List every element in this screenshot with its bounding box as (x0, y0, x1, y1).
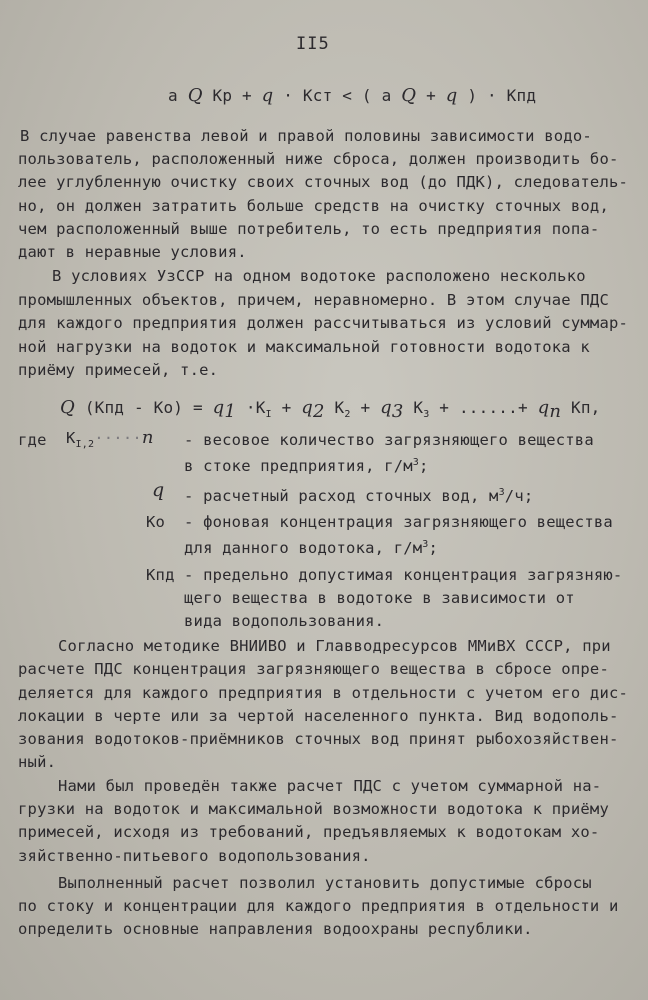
text-line: грузки на водоток и максимальной возможности водотока к приёму (18, 800, 609, 818)
text-line: В условиях УзССР на одном водотоке расположено несколько (52, 267, 586, 285)
formula-kr: Кр + (212, 86, 262, 105)
formula-subscript: 3 (391, 401, 404, 423)
definition-text-part: ; (428, 539, 439, 558)
text-line: примесей, исходя из требований, предъявляемых к водотокам хо- (18, 823, 600, 841)
definition-text: - весовое количество загрязняющего вещества (184, 431, 594, 449)
formula-dots: + ......+ (439, 398, 538, 417)
text-line: деляется для каждого предприятия в отдельности с учетом его дис- (18, 684, 629, 702)
formula-q: q (212, 397, 225, 418)
formula-subscript: 3 (423, 409, 430, 421)
text-line: по стоку и концентрации для каждого предприятия в отдельности и (18, 897, 619, 915)
sum-formula (60, 398, 600, 425)
symbol-k: K (66, 429, 76, 447)
text-line: лее углубленную очистку своих сточных вод (до ПДК), следователь- (18, 173, 629, 191)
formula-kpd: ) · Кпд (467, 86, 537, 105)
text-line: ный. (18, 753, 57, 771)
text-line: приёму примесей, т.е. (18, 361, 219, 379)
definition-text: щего вещества в водотоке в зависимости от (184, 589, 575, 607)
formula-k: K (334, 398, 345, 417)
text-line: Выполненный расчет позволил установить допустимые сбросы (58, 874, 592, 892)
text-line: расчете ПДС концентрация загрязняющего вещества в сбросе опре- (18, 660, 609, 678)
where-label: где (18, 431, 47, 449)
formula-subscript: 2 (313, 401, 325, 423)
text-line: Нами был проведён также расчет ПДС с учетом суммарной на- (58, 777, 602, 795)
text-line: но, он должен затратить больше средств на очистку сточных вод, (18, 197, 609, 215)
definition-text-part: для данного водотока, г/м (184, 539, 423, 558)
text-line: чем расположенный выше потребитель, то есть предприятия попа- (18, 220, 600, 238)
formula-kn: Кп, (570, 398, 601, 417)
text-line: ной нагрузки на водоток и максимальной готовности водотока к (18, 338, 590, 356)
formula-a: a (168, 86, 178, 105)
definition-symbol: Кпд (146, 566, 175, 584)
definition-text-part: /ч; (504, 487, 534, 506)
definition-symbol: Ко (146, 513, 166, 531)
formula-kst: · Кст < ( a (283, 86, 392, 105)
formula-q: q (261, 85, 274, 106)
definition-symbol: q (152, 479, 165, 501)
symbol-dots: ····· (94, 429, 142, 447)
definition-text: - предельно допустимая концентрация загрязняю- (184, 566, 623, 584)
definition-text (184, 535, 438, 558)
formula-subscript: 2 (344, 409, 351, 421)
formula-lhs: (Кпд - Ко) = (84, 398, 213, 417)
symbol-subscript: I,2 (75, 439, 95, 451)
definition-text (184, 483, 533, 506)
superscript: 3 (422, 539, 429, 550)
formula-plus: + (426, 86, 446, 105)
text-line: определить основные направления водоохраны республики. (18, 920, 533, 938)
formula-q: q (301, 397, 314, 418)
formula-k: K (413, 398, 424, 417)
text-line: пользователь, расположенный ниже сброса, должен производить бо- (18, 150, 619, 168)
definition-text-part: в стоке предприятия, г/м (184, 457, 413, 476)
formula-plus: + (281, 398, 302, 417)
text-line: дают в неравные условия. (18, 243, 247, 261)
superscript: 3 (498, 487, 505, 498)
formula-subscript: n (549, 401, 562, 423)
definition-text: вида водопользования. (184, 612, 385, 630)
definition-symbol (66, 428, 154, 455)
text-line: Согласно методике ВНИИВО и Главводресурсов ММиВХ СССР, при (58, 637, 611, 655)
formula-k: ·K (245, 398, 266, 417)
definition-text: - фоновая концентрация загрязняющего вещества (184, 513, 613, 531)
formula-Q: Q (187, 85, 203, 106)
formula-q: q (537, 397, 550, 418)
formula-subscript: 1 (224, 401, 237, 423)
definition-text-part: ; (419, 457, 429, 476)
text-line: зования водотоков-приёмников сточных вод принят рыбохозяйствен- (18, 730, 619, 748)
definition-text-part: - расчетный расход сточных вод, м (184, 487, 499, 506)
text-line: В случае равенства левой и правой половины зависимости водо- (20, 127, 592, 145)
formula-q: q (380, 397, 392, 418)
formula-subscript: I (265, 409, 272, 421)
formula-Q: Q (60, 397, 75, 418)
text-line: промышленных объектов, причем, неравномерно. В этом случае ПДС (18, 291, 609, 309)
page-number: II5 (296, 34, 330, 54)
symbol-n: n (141, 427, 154, 448)
definition-text (184, 453, 429, 476)
formula-plus: + (360, 398, 381, 417)
superscript: 3 (412, 457, 419, 468)
text-line: для каждого предприятия должен рассчитываться из условий суммар- (18, 314, 629, 332)
text-line: локации в черте или за чертой населенного пункта. Вид водополь- (18, 707, 619, 725)
formula-Q: Q (401, 85, 417, 106)
text-line: зяйственно-питьевого водопользования. (18, 847, 371, 865)
formula-q: q (445, 85, 458, 106)
inequality-formula (168, 86, 536, 106)
